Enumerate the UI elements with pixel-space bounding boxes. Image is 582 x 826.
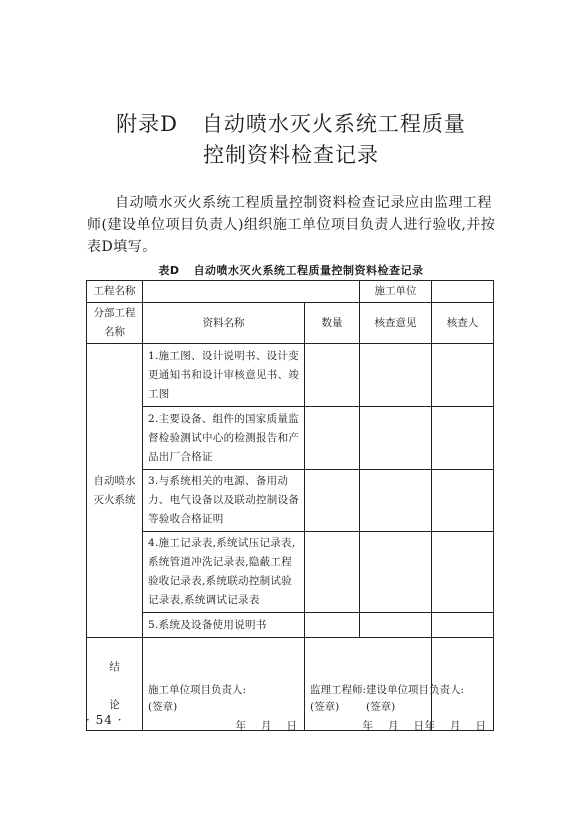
quality-record-table xyxy=(86,280,494,731)
signature-constructor xyxy=(143,638,305,731)
subproject-label-line2: 名称 xyxy=(104,326,125,338)
col-doc-name: 资料名称 xyxy=(143,303,305,344)
constructor-label: 施工单位 xyxy=(360,281,432,303)
conclusion-label-top: 结 xyxy=(109,661,120,673)
opinion-cell xyxy=(360,613,432,638)
col-quantity: 数量 xyxy=(305,303,360,344)
col-opinion: 核查意见 xyxy=(360,303,432,344)
table-row-column-headers xyxy=(87,303,494,344)
table-row xyxy=(87,532,494,613)
table-row xyxy=(87,407,494,470)
table-row xyxy=(87,344,494,407)
signature-stamp: (签章) xyxy=(148,701,178,713)
signature-stamp: (签章) xyxy=(310,701,340,713)
opinion-cell xyxy=(360,344,432,407)
intro-text: 自动喷水灭火系统工程质量控制资料检查记录应由监理工程师(建设单位项目负责人)组织施工单位项目负责人进行验收,并按表D填写。 xyxy=(87,195,496,255)
project-name-value xyxy=(143,281,360,303)
appendix-title xyxy=(0,110,582,138)
quantity-cell xyxy=(305,407,360,470)
subproject-label xyxy=(87,303,143,344)
table-row xyxy=(87,470,494,532)
signature-role: 施工单位项目负责人: xyxy=(148,684,247,696)
project-name-label: 工程名称 xyxy=(87,281,143,303)
subproject-name-line1: 自动喷水 xyxy=(93,474,136,487)
opinion-cell xyxy=(360,532,432,613)
conclusion-label-bottom: 论 xyxy=(109,699,120,711)
intro-paragraph xyxy=(87,192,497,258)
constructor-value xyxy=(432,281,494,303)
checker-cell xyxy=(432,470,494,532)
page-number: · 54 · xyxy=(86,713,123,727)
table-caption xyxy=(0,262,582,278)
signature-date: 年 月 日 xyxy=(235,720,298,732)
subproject-name-line2: 灭火系统 xyxy=(93,493,136,506)
table-caption-title: 自动喷水灭火系统工程质量控制资料检查记录 xyxy=(193,264,424,277)
signature-role: 建设单位项目负责人: xyxy=(366,684,465,696)
checker-cell xyxy=(432,613,494,638)
doc-item-4: 4.施工记录表,系统试压记录表,系统管道冲洗记录表,隐蔽工程验收记录表,系统联动控制试验记录表,系统调试记录表 xyxy=(143,532,305,613)
signature-stamp: (签章) xyxy=(366,701,396,713)
appendix-title-line1: 自动喷水灭火系统工程质量 xyxy=(201,112,466,136)
checker-cell xyxy=(432,407,494,470)
appendix-title-line2: 控制资料检查记录 xyxy=(203,143,379,167)
table-row xyxy=(87,613,494,638)
quantity-cell xyxy=(305,613,360,638)
quantity-cell xyxy=(305,470,360,532)
doc-item-2: 2.主要设备、组件的国家质量监督检验测试中心的检测报告和产品出厂合格证 xyxy=(143,407,305,470)
opinion-cell xyxy=(360,407,432,470)
doc-item-5: 5.系统及设备使用说明书 xyxy=(143,613,305,638)
quantity-cell xyxy=(305,344,360,407)
appendix-label: 附录D xyxy=(116,112,178,136)
quantity-cell xyxy=(305,532,360,613)
table-row-project xyxy=(87,281,494,303)
doc-item-3: 3.与系统相关的电源、备用动力、电气设备以及联动控制设备等验收合格证明 xyxy=(143,470,305,532)
table-row-conclusion xyxy=(87,638,494,731)
signature-date: 年 月 日 xyxy=(424,720,487,732)
table-caption-id: 表D xyxy=(158,264,180,277)
signature-owner xyxy=(366,638,494,732)
doc-item-1: 1.施工图、设计说明书、设计变更通知书和设计审核意见书、竣工图 xyxy=(143,344,305,407)
checker-cell xyxy=(432,344,494,407)
subproject-name xyxy=(87,344,143,638)
signature-role: 监理工程师: xyxy=(310,684,367,696)
subproject-label-line1: 分部工程 xyxy=(93,307,136,319)
checker-cell xyxy=(432,532,494,613)
opinion-cell xyxy=(360,470,432,532)
col-checker: 核查人 xyxy=(432,303,494,344)
signature-date: 年 月 日 xyxy=(362,720,425,732)
